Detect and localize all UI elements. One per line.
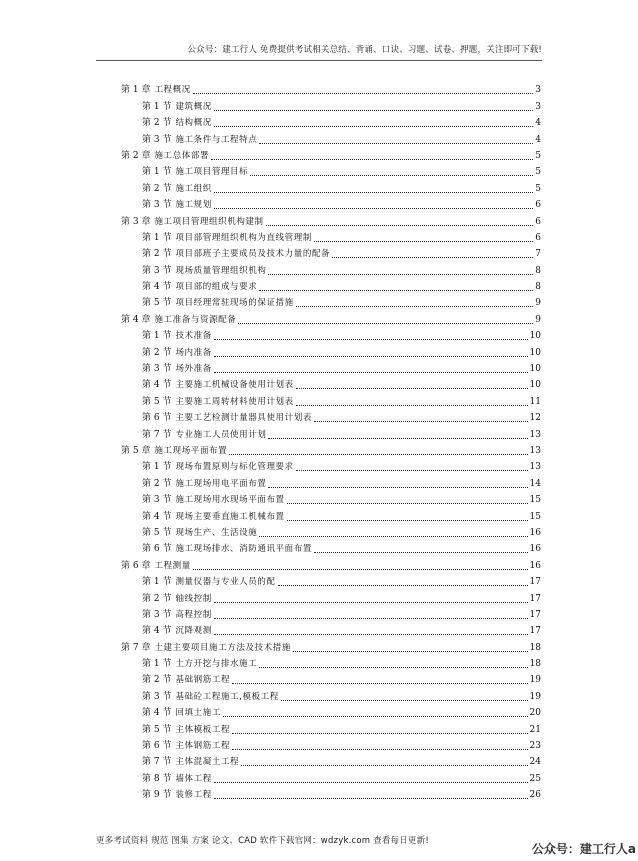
toc-entry-number: 第 3 节 — [142, 134, 172, 145]
toc-section-row[interactable] — [121, 588, 541, 604]
toc-entry-title: 施工准备与资源配备 — [154, 314, 237, 325]
toc-entry-number: 第 2 节 — [142, 478, 172, 489]
toc-dot-leader — [214, 797, 528, 799]
toc-section-row[interactable] — [121, 277, 541, 293]
toc-chapter-row[interactable] — [121, 555, 541, 571]
toc-page-number: 13 — [529, 462, 541, 473]
toc-dot-leader — [232, 732, 527, 734]
toc-dot-leader — [268, 486, 527, 488]
toc-dot-leader — [314, 551, 528, 553]
toc-section-row[interactable] — [121, 719, 541, 735]
toc-page-number: 20 — [529, 708, 541, 719]
toc-section-row[interactable] — [121, 129, 541, 145]
toc-dot-leader — [211, 158, 533, 160]
toc-entry-number: 第 4 节 — [142, 511, 172, 522]
toc-entry-number: 第 1 节 — [142, 462, 172, 473]
toc-page-number: 25 — [529, 773, 541, 784]
toc-dot-leader — [268, 437, 527, 439]
toc-entry-number: 第 1 节 — [142, 167, 172, 178]
toc-page-number: 6 — [535, 232, 541, 243]
toc-page-number: 5 — [535, 183, 541, 194]
toc-entry-title: 建筑概况 — [175, 101, 212, 112]
toc-page-number: 24 — [529, 757, 541, 768]
toc-section-row[interactable] — [121, 424, 541, 440]
toc-section-row[interactable] — [121, 457, 541, 473]
toc-dot-leader — [214, 371, 528, 373]
toc-entry-number: 第 1 节 — [142, 232, 172, 243]
toc-section-row[interactable] — [121, 523, 541, 539]
toc-dot-leader — [332, 256, 533, 258]
toc-entry-title: 基础钢筋工程 — [175, 675, 231, 686]
toc-entry-number: 第 2 节 — [142, 118, 172, 129]
toc-entry-number: 第 3 节 — [142, 609, 172, 620]
toc-page-number: 19 — [529, 675, 541, 686]
toc-entry-title: 轴线控制 — [175, 593, 212, 604]
toc-entry-number: 第 3 章 — [121, 216, 151, 227]
toc-section-row[interactable] — [121, 408, 541, 424]
toc-entry-number: 第 6 节 — [142, 413, 172, 424]
toc-section-row[interactable] — [121, 506, 541, 522]
toc-entry-number: 第 5 章 — [121, 445, 151, 456]
toc-section-row[interactable] — [121, 670, 541, 686]
toc-dot-leader — [278, 584, 528, 586]
toc-section-row[interactable] — [121, 768, 541, 784]
toc-entry-title: 主要施工机械设备使用计划表 — [175, 380, 294, 391]
toc-page-number: 10 — [529, 364, 541, 375]
toc-section-row[interactable] — [121, 539, 541, 555]
toc-section-row[interactable] — [121, 326, 541, 342]
toc-dot-leader — [214, 617, 528, 619]
toc-section-row[interactable] — [121, 736, 541, 752]
toc-page-number: 26 — [529, 790, 541, 801]
toc-entry-number: 第 5 节 — [142, 527, 172, 538]
toc-section-row[interactable] — [121, 752, 541, 768]
toc-dot-leader — [214, 781, 528, 783]
toc-dot-leader — [250, 174, 533, 176]
toc-page-number: 10 — [529, 347, 541, 358]
toc-page-number: 18 — [529, 642, 541, 653]
toc-entry-title: 沉降观测 — [175, 626, 212, 637]
toc-section-row[interactable] — [121, 162, 541, 178]
toc-page-number: 11 — [529, 396, 541, 407]
toc-entry-number: 第 1 节 — [142, 101, 172, 112]
toc-dot-leader — [223, 715, 528, 717]
toc-dot-leader — [214, 338, 528, 340]
toc-entry-title: 施工项目管理组织机构建制 — [154, 216, 264, 227]
toc-entry-title: 现场布置原则与标化管理要求 — [175, 462, 294, 473]
toc-entry-title: 施工现场排水、消防通讯平面布置 — [175, 544, 312, 555]
toc-dot-leader — [259, 535, 527, 537]
toc-page-number: 5 — [535, 150, 541, 161]
toc-entry-title: 工程概况 — [154, 85, 191, 96]
toc-entry-title: 土方开挖与排水施工 — [175, 659, 258, 670]
toc-entry-title: 施工总体部署 — [154, 150, 210, 161]
toc-page-number: 12 — [529, 413, 541, 424]
toc-dot-leader — [287, 502, 528, 504]
toc-dot-leader — [232, 682, 527, 684]
toc-entry-number: 第 3 节 — [142, 200, 172, 211]
toc-dot-leader — [259, 666, 527, 668]
toc-dot-leader — [232, 748, 527, 750]
toc-section-row[interactable] — [121, 293, 541, 309]
toc-section-row[interactable] — [121, 473, 541, 489]
toc-dot-leader — [238, 322, 533, 324]
toc-entry-title: 施工现场用水现场平面布置 — [175, 495, 285, 506]
table-of-contents — [121, 80, 541, 801]
toc-dot-leader — [293, 650, 528, 652]
toc-dot-leader — [296, 404, 528, 406]
toc-dot-leader — [214, 355, 528, 357]
toc-section-row[interactable] — [121, 375, 541, 391]
toc-dot-leader — [266, 224, 534, 226]
toc-dot-leader — [296, 305, 534, 307]
toc-entry-number: 第 4 节 — [142, 282, 172, 293]
toc-chapter-row[interactable] — [121, 309, 541, 325]
toc-section-row[interactable] — [121, 342, 541, 358]
toc-page-number: 17 — [529, 609, 541, 620]
toc-entry-number: 第 5 节 — [142, 724, 172, 735]
toc-entry-title: 施工项目管理目标 — [175, 167, 249, 178]
toc-entry-title: 专业施工人员使用计划 — [175, 429, 267, 440]
toc-section-row[interactable] — [121, 178, 541, 194]
toc-section-row[interactable] — [121, 260, 541, 276]
toc-section-row[interactable] — [121, 621, 541, 637]
toc-entry-title: 施工规划 — [175, 200, 212, 211]
toc-dot-leader — [214, 191, 533, 193]
toc-section-row[interactable] — [121, 195, 541, 211]
toc-entry-number: 第 1 节 — [142, 577, 172, 588]
toc-entry-title: 现场生产、生活设施 — [175, 527, 258, 538]
toc-entry-number: 第 7 节 — [142, 757, 172, 768]
header-rule — [96, 60, 542, 61]
toc-entry-title: 项目部班子主要成员及技术力量的配备 — [175, 249, 331, 260]
toc-chapter-row[interactable] — [121, 211, 541, 227]
toc-page-number: 18 — [529, 659, 541, 670]
toc-entry-number: 第 3 节 — [142, 265, 172, 276]
toc-section-row[interactable] — [121, 654, 541, 670]
toc-entry-title: 项目部的组成与要求 — [175, 282, 258, 293]
toc-entry-number: 第 1 节 — [142, 331, 172, 342]
page-header: 公众号：建工行人 免费提供考试相关总结、背诵、口诀、习题、试卷、押题，关注即可下载! — [187, 45, 542, 55]
toc-page-number: 19 — [529, 691, 541, 702]
toc-entry-title: 基础砼工程施工,模板工程 — [175, 691, 279, 702]
toc-page-number: 13 — [529, 429, 541, 440]
toc-chapter-row[interactable] — [121, 441, 541, 457]
toc-page-number: 21 — [529, 724, 541, 735]
toc-entry-number: 第 2 节 — [142, 593, 172, 604]
toc-page-number: 16 — [529, 544, 541, 555]
toc-page-number: 8 — [535, 282, 541, 293]
toc-entry-number: 第 1 章 — [121, 85, 151, 96]
toc-page-number: 9 — [535, 314, 541, 325]
toc-chapter-row[interactable] — [121, 80, 541, 96]
toc-section-row[interactable] — [121, 113, 541, 129]
toc-page-number: 14 — [529, 478, 541, 489]
toc-section-row[interactable] — [121, 785, 541, 801]
toc-entry-number: 第 3 节 — [142, 495, 172, 506]
toc-section-row[interactable] — [121, 244, 541, 260]
toc-chapter-row[interactable] — [121, 146, 541, 162]
toc-entry-title: 施工现场用电平面布置 — [175, 478, 267, 489]
toc-chapter-row[interactable] — [121, 637, 541, 653]
toc-dot-leader — [296, 469, 528, 471]
toc-entry-title: 项目部管理组织机构为直线管理制 — [175, 232, 312, 243]
toc-entry-title: 技术准备 — [175, 331, 212, 342]
toc-section-row[interactable] — [121, 686, 541, 702]
toc-page-number: 7 — [535, 249, 541, 260]
toc-page-number: 6 — [535, 216, 541, 227]
toc-page-number: 23 — [529, 741, 541, 752]
toc-page-number: 16 — [529, 560, 541, 571]
toc-page-number: 15 — [529, 495, 541, 506]
toc-entry-number: 第 3 节 — [142, 364, 172, 375]
toc-page-number: 13 — [529, 445, 541, 456]
toc-dot-leader — [296, 387, 528, 389]
toc-entry-title: 结构概况 — [175, 118, 212, 129]
toc-entry-number: 第 5 节 — [142, 396, 172, 407]
toc-entry-title: 工程测量 — [154, 560, 191, 571]
toc-entry-number: 第 6 章 — [121, 560, 151, 571]
toc-dot-leader — [241, 764, 527, 766]
toc-page-number: 3 — [535, 85, 541, 96]
toc-entry-title: 测量仪器与专业人员的配 — [175, 577, 276, 588]
toc-entry-number: 第 5 节 — [142, 298, 172, 309]
toc-dot-leader — [229, 453, 527, 455]
toc-section-row[interactable] — [121, 703, 541, 719]
toc-entry-title: 施工组织 — [175, 183, 212, 194]
toc-dot-leader — [214, 601, 528, 603]
toc-page-number: 3 — [535, 101, 541, 112]
toc-entry-number: 第 4 章 — [121, 314, 151, 325]
toc-page-number: 16 — [529, 527, 541, 538]
toc-entry-title: 装修工程 — [175, 790, 212, 801]
watermark-text: 公众号：建工行人a — [531, 842, 636, 856]
toc-entry-number: 第 4 节 — [142, 626, 172, 637]
toc-entry-number: 第 6 节 — [142, 544, 172, 555]
toc-dot-leader — [214, 207, 533, 209]
toc-entry-number: 第 4 节 — [142, 380, 172, 391]
toc-section-row[interactable] — [121, 605, 541, 621]
toc-page-number: 10 — [529, 380, 541, 391]
toc-page-number: 10 — [529, 331, 541, 342]
toc-entry-number: 第 2 节 — [142, 249, 172, 260]
toc-section-row[interactable] — [121, 490, 541, 506]
toc-section-row[interactable] — [121, 228, 541, 244]
toc-dot-leader — [268, 273, 533, 275]
toc-entry-title: 主要工艺检测计量器具使用计划表 — [175, 413, 312, 424]
toc-page-number: 4 — [535, 118, 541, 129]
toc-entry-title: 主体模板工程 — [175, 724, 231, 735]
page-footer: 更多考试资料 规范 图集 方案 论文、CAD 软件下载官网：wdzyk.com 查看每日更新! — [96, 836, 429, 846]
toc-entry-title: 施工条件与工程特点 — [175, 134, 258, 145]
toc-dot-leader — [259, 289, 533, 291]
toc-entry-number: 第 2 节 — [142, 675, 172, 686]
toc-dot-leader — [314, 420, 528, 422]
toc-page-number: 9 — [535, 298, 541, 309]
toc-section-row[interactable] — [121, 391, 541, 407]
toc-section-row[interactable] — [121, 572, 541, 588]
toc-page-number: 17 — [529, 626, 541, 637]
toc-entry-title: 主体混凝土工程 — [175, 757, 240, 768]
toc-entry-title: 项目经理常驻现场的保证措施 — [175, 298, 294, 309]
toc-entry-title: 高程控制 — [175, 609, 212, 620]
toc-entry-number: 第 7 章 — [121, 642, 151, 653]
toc-entry-number: 第 3 节 — [142, 691, 172, 702]
toc-entry-title: 主要施工周转材料使用计划表 — [175, 396, 294, 407]
toc-entry-number: 第 6 节 — [142, 741, 172, 752]
toc-entry-number: 第 1 节 — [142, 659, 172, 670]
toc-section-row[interactable] — [121, 96, 541, 112]
toc-entry-title: 主体钢筋工程 — [175, 741, 231, 752]
toc-entry-number: 第 2 章 — [121, 150, 151, 161]
toc-entry-number: 第 7 节 — [142, 429, 172, 440]
toc-entry-title: 施工现场平面布置 — [154, 445, 228, 456]
toc-entry-title: 土建主要项目施工方法及技术措施 — [154, 642, 291, 653]
toc-page-number: 17 — [529, 577, 541, 588]
toc-page-number: 8 — [535, 265, 541, 276]
toc-dot-leader — [259, 142, 533, 144]
toc-dot-leader — [214, 633, 528, 635]
toc-dot-leader — [193, 92, 533, 94]
toc-entry-number: 第 8 节 — [142, 773, 172, 784]
toc-dot-leader — [281, 699, 528, 701]
toc-page-number: 4 — [535, 134, 541, 145]
toc-dot-leader — [314, 240, 533, 242]
toc-entry-number: 第 2 节 — [142, 347, 172, 358]
toc-entry-title: 现场质量管理组织机构 — [175, 265, 267, 276]
toc-dot-leader — [214, 125, 533, 127]
toc-entry-title: 墙体工程 — [175, 773, 212, 784]
toc-dot-leader — [193, 568, 528, 570]
toc-entry-number: 第 4 节 — [142, 708, 172, 719]
toc-page-number: 6 — [535, 200, 541, 211]
toc-page-number: 5 — [535, 167, 541, 178]
toc-dot-leader — [214, 109, 533, 111]
toc-section-row[interactable] — [121, 359, 541, 375]
toc-entry-title: 回填土施工 — [175, 708, 221, 719]
toc-entry-title: 场外准备 — [175, 364, 212, 375]
toc-page-number: 17 — [529, 593, 541, 604]
toc-entry-title: 现场主要垂直施工机械布置 — [175, 511, 285, 522]
toc-dot-leader — [287, 519, 528, 521]
toc-page-number: 15 — [529, 511, 541, 522]
toc-entry-number: 第 9 节 — [142, 790, 172, 801]
toc-entry-number: 第 2 节 — [142, 183, 172, 194]
toc-entry-title: 场内准备 — [175, 347, 212, 358]
